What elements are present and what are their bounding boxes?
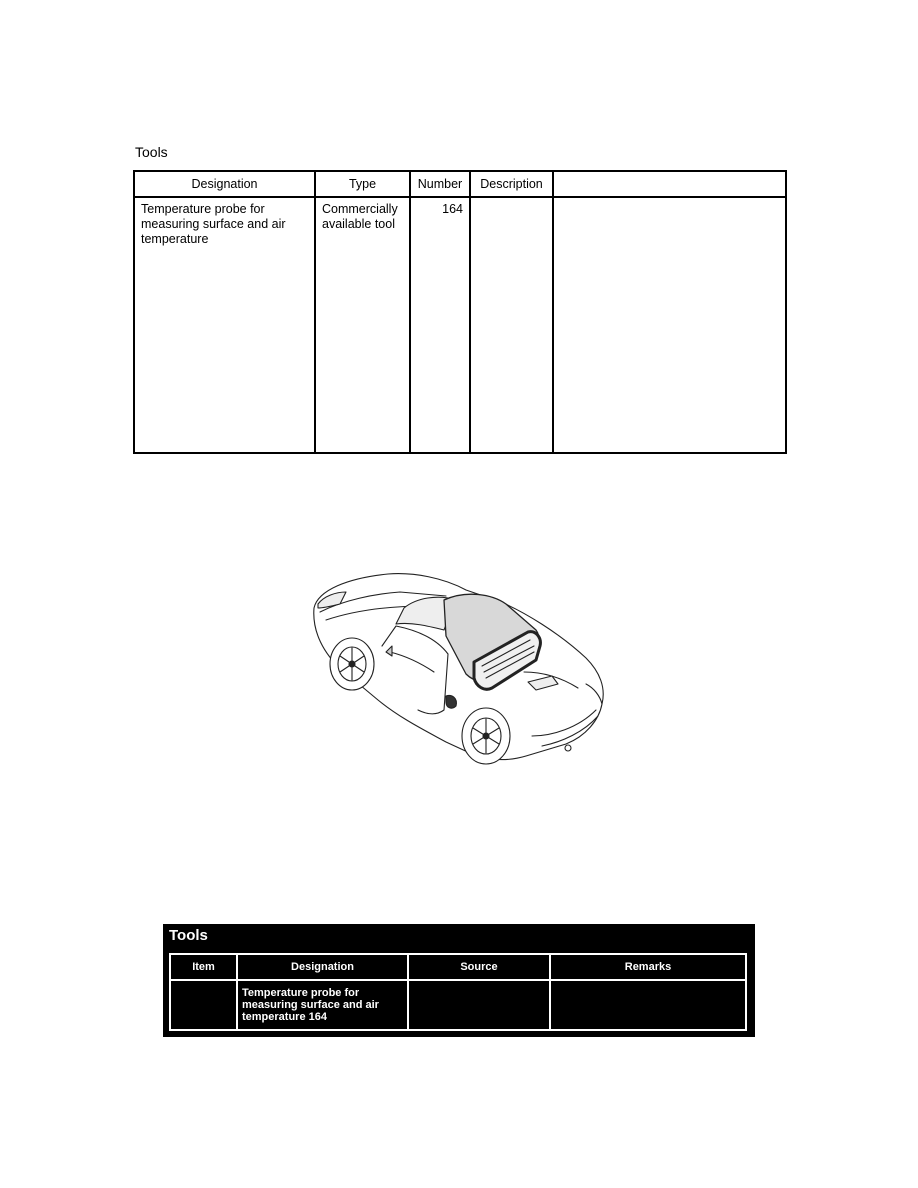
- table-row: [134, 197, 786, 453]
- cell-description: [470, 197, 553, 453]
- col-type: Type: [315, 171, 410, 197]
- col-item: Item: [170, 954, 237, 980]
- cell-source: [408, 980, 550, 1030]
- col-number: Number: [410, 171, 470, 197]
- cell-type: Commercially available tool: [315, 197, 410, 453]
- tools-box: [163, 924, 755, 1037]
- tools-table: [133, 170, 787, 454]
- tools-heading: Tools: [135, 144, 168, 160]
- tools-box-title: Tools: [169, 927, 208, 944]
- col-blank: [553, 171, 786, 197]
- cell-designation: Temperature probe for measuring surface and air temperature 164: [237, 980, 408, 1030]
- col-description: Description: [470, 171, 553, 197]
- col-remarks: Remarks: [550, 954, 746, 980]
- tools-box-table: [169, 953, 747, 1031]
- cell-item: [170, 980, 237, 1030]
- table-header-row: [170, 954, 746, 980]
- car-hardtop-illustration: [296, 560, 622, 780]
- cell-remarks: [550, 980, 746, 1030]
- col-source: Source: [408, 954, 550, 980]
- col-designation: Designation: [134, 171, 315, 197]
- table-header-row: [134, 171, 786, 197]
- col-designation: Designation: [237, 954, 408, 980]
- cell-number: 164: [410, 197, 470, 453]
- table-row: [170, 980, 746, 1030]
- cell-designation: Temperature probe for measuring surface and air temperature: [134, 197, 315, 453]
- cell-extra: [553, 197, 786, 453]
